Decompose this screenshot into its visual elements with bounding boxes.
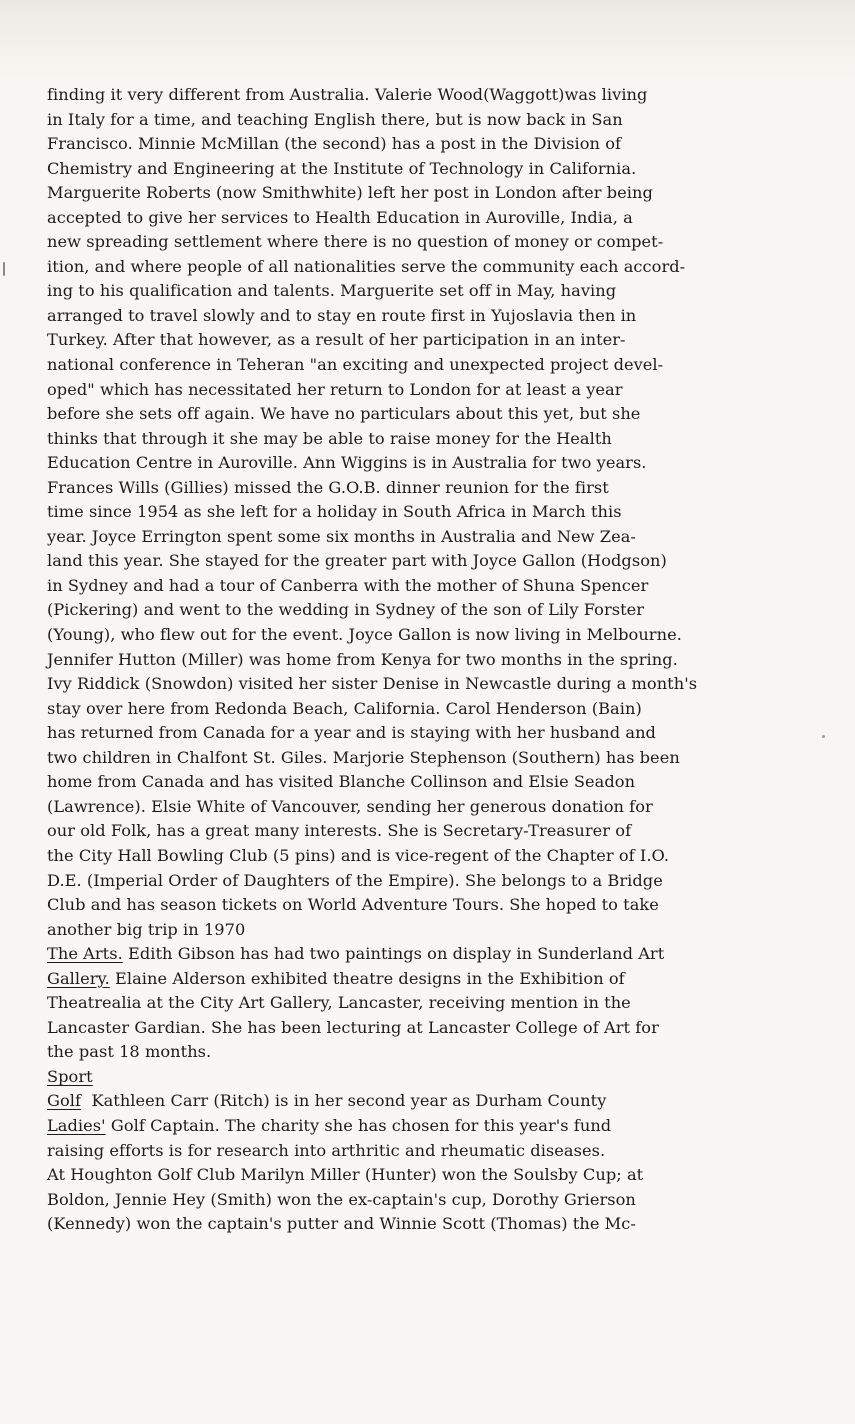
news-line: finding it very different from Australia. Valerie Wood(Waggott)was living	[47, 85, 648, 104]
news-line: Turkey. After that however, as a result of her participation in an inter-	[47, 330, 626, 350]
golf-line-2-text: Golf Captain. The charity she has chosen for this year's fund	[105, 1115, 612, 1135]
golf-line-1	[47, 1089, 827, 1114]
news-line: new spreading settlement where there is no question of money or compet-	[47, 232, 664, 252]
sport-heading-line	[47, 1065, 827, 1090]
news-line: in Italy for a time, and teaching English there, but is now back in San	[47, 109, 623, 129]
arts-heading: The Arts.	[47, 944, 123, 964]
golf-line: At Houghton Golf Club Marilyn Miller (Hunter) won the Soulsby Cup; at	[47, 1165, 644, 1185]
golf-subheading-continuation: Ladies'	[47, 1115, 106, 1135]
arts-line-1	[47, 942, 827, 967]
show-through-shadow	[0, 0, 855, 70]
news-line: another big trip in 1970	[47, 919, 246, 939]
news-line: arranged to travel slowly and to stay en route first in Yujoslavia then in	[47, 305, 637, 325]
arts-line-2	[47, 967, 827, 992]
paper-mark	[3, 262, 5, 276]
news-line: D.E. (Imperial Order of Daughters of the Empire). She belongs to a Bridge	[47, 870, 663, 890]
golf-line: raising efforts is for research into arthritic and rheumatic diseases.	[47, 1140, 606, 1160]
news-line: land this year. She stayed for the greater part with Joyce Gallon (Hodgson)	[47, 551, 667, 571]
news-line: Frances Wills (Gillies) missed the G.O.B. dinner reunion for the first	[47, 477, 609, 497]
news-line: ing to his qualification and talents. Marguerite set off in May, having	[47, 281, 617, 301]
sport-heading: Sport	[47, 1066, 93, 1086]
news-line: (Pickering) and went to the wedding in Sydney of the son of Lily Forster	[47, 600, 645, 620]
arts-paragraph	[47, 991, 827, 1065]
arts-heading-continuation: Gallery.	[47, 968, 110, 988]
document-body	[47, 83, 827, 1237]
arts-line: Lancaster Gardian. She has been lecturing at Lancaster College of Art for	[47, 1017, 659, 1037]
golf-line: (Kennedy) won the captain's putter and Winnie Scott (Thomas) the Mc-	[47, 1214, 636, 1234]
golf-paragraph	[47, 1139, 827, 1237]
news-line: national conference in Teheran "an exciting and unexpected project devel-	[47, 355, 664, 375]
news-line: accepted to give her services to Health Education in Auroville, India, a	[47, 207, 633, 227]
arts-line-1-text: Edith Gibson has had two paintings on display in Sunderland Art	[122, 944, 665, 964]
news-line: Club and has season tickets on World Adventure Tours. She hoped to take	[47, 895, 659, 915]
news-line: ition, and where people of all nationalities serve the community each accord-	[47, 256, 686, 276]
golf-line-2	[47, 1114, 827, 1139]
golf-subheading: Golf	[47, 1091, 82, 1111]
news-line: has returned from Canada for a year and is staying with her husband and	[47, 723, 656, 743]
arts-line: the past 18 months.	[47, 1042, 212, 1062]
news-line: home from Canada and has visited Blanche Collinson and Elsie Seadon	[47, 772, 636, 792]
golf-line-1-text: Kathleen Carr (Ritch) is in her second year as Durham County	[81, 1091, 607, 1111]
arts-line-2-text: Elaine Alderson exhibited theatre designs in the Exhibition of	[109, 968, 625, 988]
news-line: Education Centre in Auroville. Ann Wiggins is in Australia for two years.	[47, 453, 647, 473]
news-line: the City Hall Bowling Club (5 pins) and is vice-regent of the Chapter of I.O.	[47, 845, 670, 865]
news-paragraph	[47, 83, 827, 942]
news-line: Jennifer Hutton (Miller) was home from Kenya for two months in the spring.	[47, 649, 678, 669]
paper-speck	[822, 735, 825, 738]
news-line: before she sets off again. We have no particulars about this yet, but she	[47, 404, 641, 424]
news-line: our old Folk, has a great many interests. She is Secretary-Treasurer of	[47, 821, 632, 841]
arts-line: Theatrealia at the City Art Gallery, Lancaster, receiving mention in the	[47, 993, 631, 1013]
news-line: Francisco. Minnie McMillan (the second) has a post in the Division of	[47, 134, 622, 154]
news-line: thinks that through it she may be able to raise money for the Health	[47, 428, 612, 448]
news-line: in Sydney and had a tour of Canberra with the mother of Shuna Spencer	[47, 575, 649, 595]
news-line: year. Joyce Errington spent some six months in Australia and New Zea-	[47, 526, 636, 546]
news-line: Chemistry and Engineering at the Institute of Technology in California.	[47, 158, 637, 178]
news-line: Marguerite Roberts (now Smithwhite) left her post in London after being	[47, 183, 653, 203]
news-line: oped" which has necessitated her return to London for at least a year	[47, 379, 623, 399]
news-line: stay over here from Redonda Beach, California. Carol Henderson (Bain)	[47, 698, 642, 718]
news-line: (Young), who flew out for the event. Joyce Gallon is now living in Melbourne.	[47, 625, 682, 645]
news-line: Ivy Riddick (Snowdon) visited her sister Denise in Newcastle during a month's	[47, 674, 698, 694]
news-line: two children in Chalfont St. Giles. Marjorie Stephenson (Southern) has been	[47, 747, 680, 767]
news-line: (Lawrence). Elsie White of Vancouver, sending her generous donation for	[47, 796, 653, 816]
news-line: time since 1954 as she left for a holiday in South Africa in March this	[47, 502, 622, 522]
golf-line: Boldon, Jennie Hey (Smith) won the ex-captain's cup, Dorothy Grierson	[47, 1189, 636, 1209]
